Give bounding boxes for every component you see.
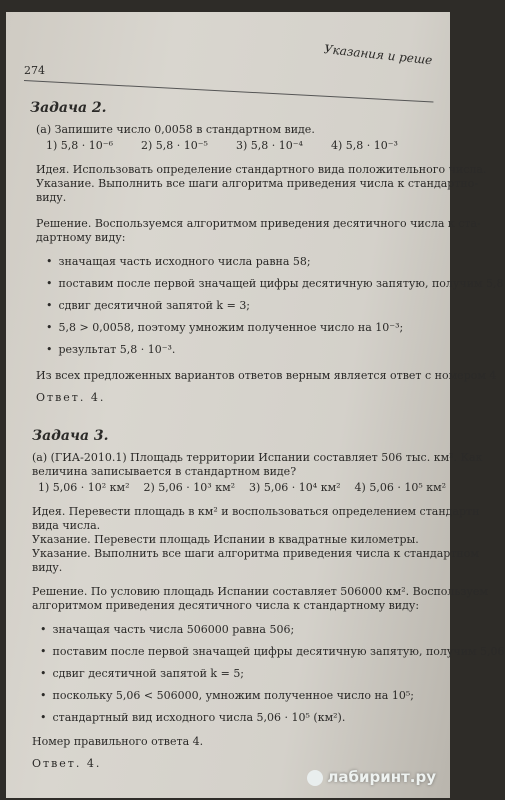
- task3-step-3: • сдвиг десятичной запятой k = 5;: [40, 668, 244, 679]
- task3-conclusion: Номер правильного ответа 4.: [32, 735, 204, 748]
- task3-hint-1: Указание. Перевести площадь Испании в квадратные километры.: [32, 533, 419, 546]
- page-number: 274: [24, 64, 45, 77]
- task3-title: Задача 3.: [32, 428, 109, 444]
- task3-question-cont: величина записывается в стандартном виде?: [32, 465, 297, 478]
- task2-hint: Указание. Выполнить все шаги алгоритма приведения числа к стандартно-: [36, 177, 479, 190]
- task2-option-2: 2) 5,8 · 10⁻⁵: [140, 139, 208, 152]
- task2-option-4: 4) 5,8 · 10⁻³: [330, 139, 398, 152]
- task3-option-2: 2) 5,06 · 10³ км²: [143, 481, 236, 494]
- watermark: [307, 768, 436, 786]
- task2-step-5: • результат 5,8 · 10⁻³.: [46, 344, 175, 355]
- task2-solution: Решение. Воспользуемся алгоритмом приведения десятичного числа к ста-: [36, 217, 481, 230]
- task3-idea-cont: вида числа.: [32, 519, 101, 532]
- task3-solution-cont: алгоритмом приведения десятичного числа к стандартному виду:: [32, 599, 420, 612]
- task2-option-1: 1) 5,8 · 10⁻⁶: [46, 139, 113, 152]
- task3-hint-2: Указание. Выполнить все шаги алгоритма приведения числа к стандартном: [32, 547, 479, 560]
- task2-step-3: • сдвиг десятичной запятой k = 3;: [46, 300, 250, 311]
- task2-answer: Ответ. 4.: [36, 391, 106, 404]
- watermark-logo-icon: [307, 770, 323, 786]
- task3-option-1: 1) 5,06 · 10² км²: [38, 481, 130, 494]
- task2-options: [46, 140, 426, 151]
- task3-option-3: 3) 5,06 · 10⁴ км²: [249, 481, 341, 494]
- task3-step-5: • стандартный вид исходного числа 5,06 · 10⁵ (км²).: [40, 712, 345, 723]
- task3-answer: Ответ. 4.: [32, 757, 102, 770]
- task3-step-4: • поскольку 5,06 < 506000, умножим полученное число на 10⁵;: [40, 690, 414, 701]
- task2-hint-cont: виду.: [36, 191, 67, 204]
- task2-step-2: • поставим после первой значащей цифры десятичную запятую, получим 5,8: [46, 278, 504, 289]
- task2-step-1: • значащая часть исходного числа равна 58;: [46, 256, 311, 267]
- task3-option-4: 4) 5,06 · 10⁵ км²: [354, 481, 447, 494]
- task2-question: (а) Запишите число 0,0058 в стандартном виде.: [36, 123, 315, 136]
- book-page: [6, 12, 505, 798]
- task3-question: (а) (ГИА-2010.1) Площадь территории Испании составляет 506 тыс. км². Как: [32, 451, 483, 464]
- task2-title: Задача 2.: [30, 100, 107, 116]
- task3-step-2: • поставим после первой значащей цифры десятичную запятую, получим 5,06: [40, 646, 505, 657]
- task3-hint-2-cont: виду.: [32, 561, 63, 574]
- task3-idea: Идея. Перевести площадь в км² и воспользоваться определением стандартн: [32, 505, 480, 518]
- task3-options: [38, 481, 447, 494]
- running-head: Указания и реше: [323, 42, 434, 68]
- task2-step-4: • 5,8 > 0,0058, поэтому умножим полученное число на 10⁻³;: [46, 322, 403, 333]
- task2-solution-cont: дартному виду:: [36, 231, 126, 244]
- task3-solution: Решение. По условию площадь Испании составляет 506000 км². Воспользуем: [32, 585, 488, 598]
- task2-idea: Идея. Использовать определение стандартного вида положительного числа.: [36, 163, 487, 176]
- watermark-text: лабиринт.ру: [327, 768, 436, 786]
- task2-option-3: 3) 5,8 · 10⁻⁴: [235, 139, 303, 152]
- task3-step-1: • значащая часть числа 506000 равна 506;: [40, 624, 294, 635]
- task2-conclusion: Из всех предложенных вариантов ответов верным является ответ с номером 4: [36, 369, 497, 382]
